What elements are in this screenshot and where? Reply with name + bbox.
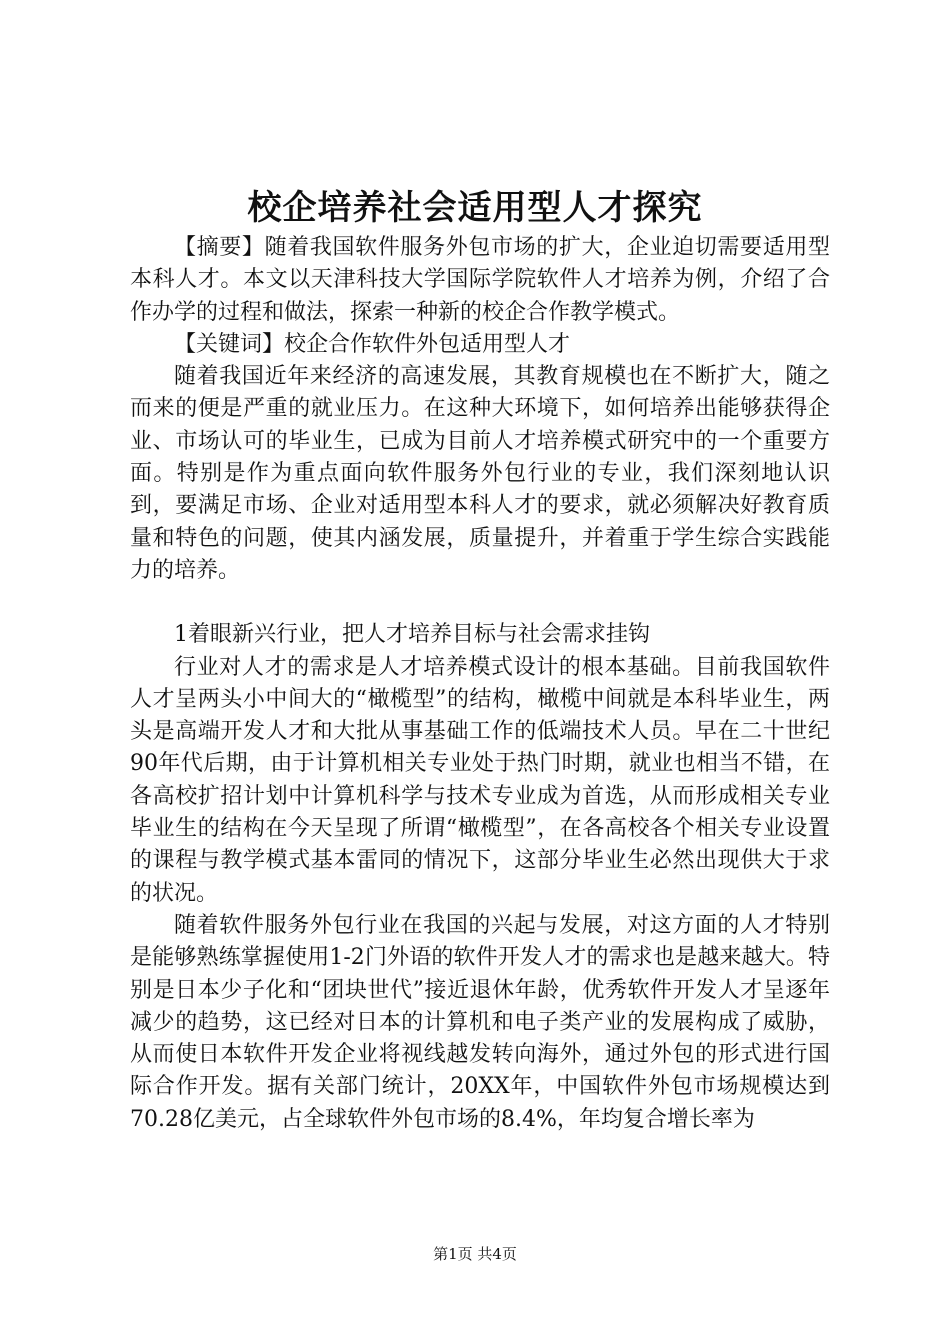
section-heading: 1着眼新兴行业，把人才培养目标与社会需求挂钩 [174, 622, 650, 648]
page-footer: 第1页 共4页 [433, 1245, 517, 1263]
document-title: 校企培养社会适用型人才探究 [247, 188, 703, 228]
intro-paragraph: 随着我国近年来经济的高速发展，其教育规模也在不断扩大，随之而来的便是严重的就业压力。在这种大环境下，如何培养出能够获得企业、市场认可的毕业生，已成为目前人才培养模式研究中的一个重要方面。特别是作为重点面向软件服务外包行业的专业，我们深刻地认识到，要满足市场、企业对适用型本科人才的要求，就必须解决好教育质量和特色的问题，使其内涵发展，质量提升，并着重于学生综合实践能力的培养。 [130, 364, 830, 583]
abstract-paragraph: 【摘要】随着我国软件服务外包市场的扩大，企业迫切需要适用型本科人才。本文以天津科技大学国际学院软件人才培养为例，介绍了合作办学的过程和做法，探索一种新的校企合作教学模式。 [130, 235, 830, 325]
keywords-paragraph: 【关键词】校企合作软件外包适用型人才 [174, 331, 571, 357]
section-paragraph-1: 行业对人才的需求是人才培养模式设计的根本基础。目前我国软件人才呈两头小中间大的“橄榄型”的结构，橄榄中间就是本科毕业生，两头是高端开发人才和大批从事基础工作的低端技术人员。早在二十世纪90年代后期，由于计算机相关专业处于热门时期，就业也相当不错，在各高校扩招计划中计算机科学与技术专业成为首选，从而形成相关专业毕业生的结构在今天呈现了所谓“橄榄型”，在各高校各个相关专业设置的课程与教学模式基本雷同的情况下，这部分毕业生必然出现供大于求的状况。 [130, 654, 830, 906]
document-body [130, 232, 830, 1136]
paragraph-spacer [130, 587, 830, 619]
section-paragraph-2: 随着软件服务外包行业在我国的兴起与发展，对这方面的人才特别是能够熟练掌握使用1-2门外语的软件开发人才的需求也是越来越大。特别是日本少子化和“团块世代”接近退休年龄，优秀软件开发人才呈逐年减少的趋势，这已经对日本的计算机和电子类产业的发展构成了威胁，从而使日本软件开发企业将视线越发转向海外，通过外包的形式进行国际合作开发。据有关部门统计，20XX年，中国软件外包市场规模达到70.28亿美元，占全球软件外包市场的8.4%，年均复合增长率为 [130, 912, 830, 1132]
